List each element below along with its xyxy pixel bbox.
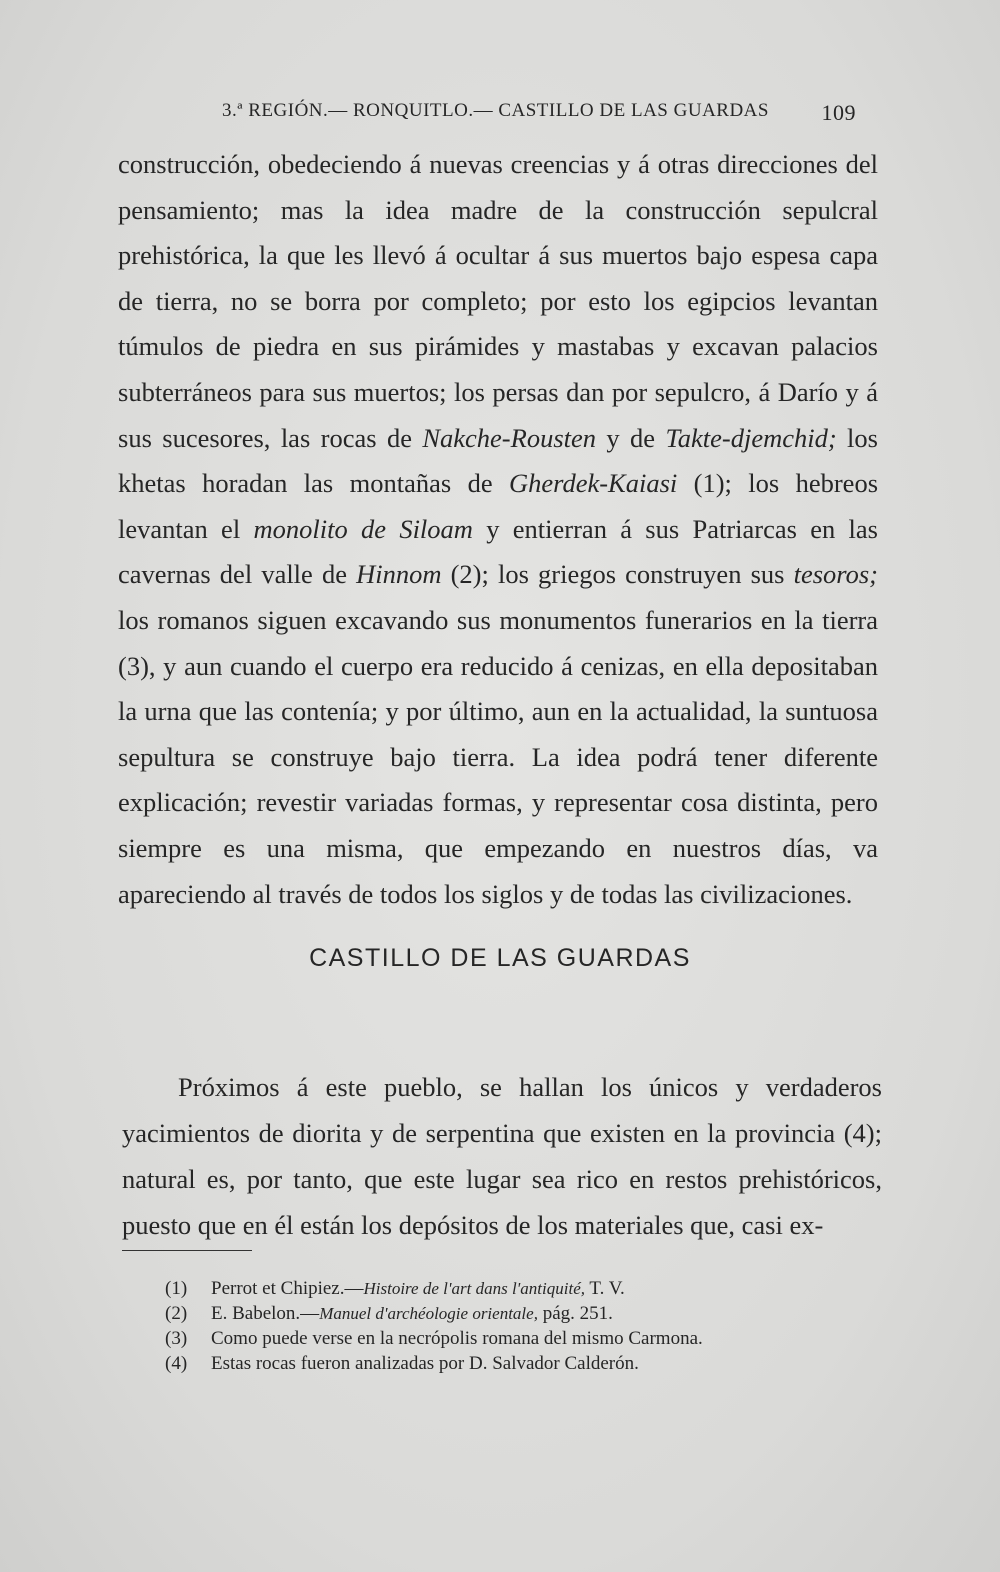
italic-place-name: Gherdek-Kaiasi [508,468,678,499]
italic-place-name: Hinnom [356,559,442,590]
footnote-number: (3) [165,1328,188,1349]
text-run: y entierran á sus Patriarcas en las cavernas del valle de [118,513,878,590]
text-run: (1); los hebreos levantan el [118,468,879,544]
footnote [165,1301,895,1326]
footnote-text: Estas rocas fueron analizadas por D. Salvador Calderón. [211,1353,639,1374]
page-number: 109 [821,100,856,125]
footnote-text: E. Babelon.— [211,1303,320,1324]
footnote-number: (2) [165,1303,188,1324]
text-run: (2); los griegos construyen sus [441,559,794,590]
footnote [165,1326,895,1351]
footnote-text: Perrot et Chipiez.— [211,1278,364,1299]
body-paragraph-2 [122,1064,882,1248]
footnotes [165,1276,895,1376]
text-run: y de [596,422,666,453]
italic-place-name: monolito de Siloam [253,513,473,544]
body-paragraph-1 [118,142,878,917]
text-run: los khetas horadan las montañas de [118,422,878,499]
text-run: los romanos siguen excavando sus monumentos funerarios en la tierra (3), y aun cuando el cuerpo era reducido á cenizas, en ella depositaban la urna que las contenía; y por último, aun en la actualidad, la suntuosa sepultura se construye bajo tierra. La idea podrá tener diferente explicación; revestir variadas formas, y representar cosa distinta, pero siempre es una misma, que empezando en nuestros días, va apareciendo al través de todos los siglos y de todas las civilizaciones. [118,604,878,909]
italic-place-name: Nakche-Rousten [422,422,597,453]
footnote-text: Como puede verse en la necrópolis romana del mismo Carmona. [211,1328,703,1349]
paragraph-text: Próximos á este pueblo, se hallan los únicos y verdaderos yacimientos de diorita y de serpentina que existen en la provincia (4); natural es, por tanto, que este lugar sea rico en restos prehistóricos, puesto que en él están los depósitos de los materiales que, casi ex- [122,1072,882,1240]
footnote-italic-title: Manuel d'archéologie orientale, [319,1304,538,1323]
running-title: 3.ª REGIÓN.— RONQUITLO.— CASTILLO DE LAS GUARDAS [222,100,769,121]
paragraph-text [118,142,878,917]
footnote-italic-title: Histoire de l'art dans l'antiquité, [363,1279,585,1298]
footnote-number: (4) [165,1353,188,1374]
italic-term: tesoros; [793,559,878,590]
section-heading: CASTILLO DE LAS GUARDAS [309,944,691,972]
footnote-text: T. V. [585,1278,625,1299]
footnote [165,1351,895,1376]
footnote [165,1276,895,1301]
footnote-divider [122,1250,252,1251]
italic-place-name: Takte-djemchid; [665,422,837,453]
footnote-text: pág. 251. [537,1303,613,1324]
text-run: construcción, obedeciendo á nuevas creencias y á otras direcciones del pensamiento; mas la idea madre de la construcción sepulcral prehistórica, la que les llevó á ocultar á sus muertos bajo espesa capa de tierra, no se borra por completo; por esto los egipcios levantan túmulos de piedra en sus pirámides y mastabas y excavan palacios subterráneos para sus muertos; los persas dan por sepulcro, á Darío y á sus sucesores, las rocas de [118,149,878,453]
footnote-number: (1) [165,1278,188,1299]
